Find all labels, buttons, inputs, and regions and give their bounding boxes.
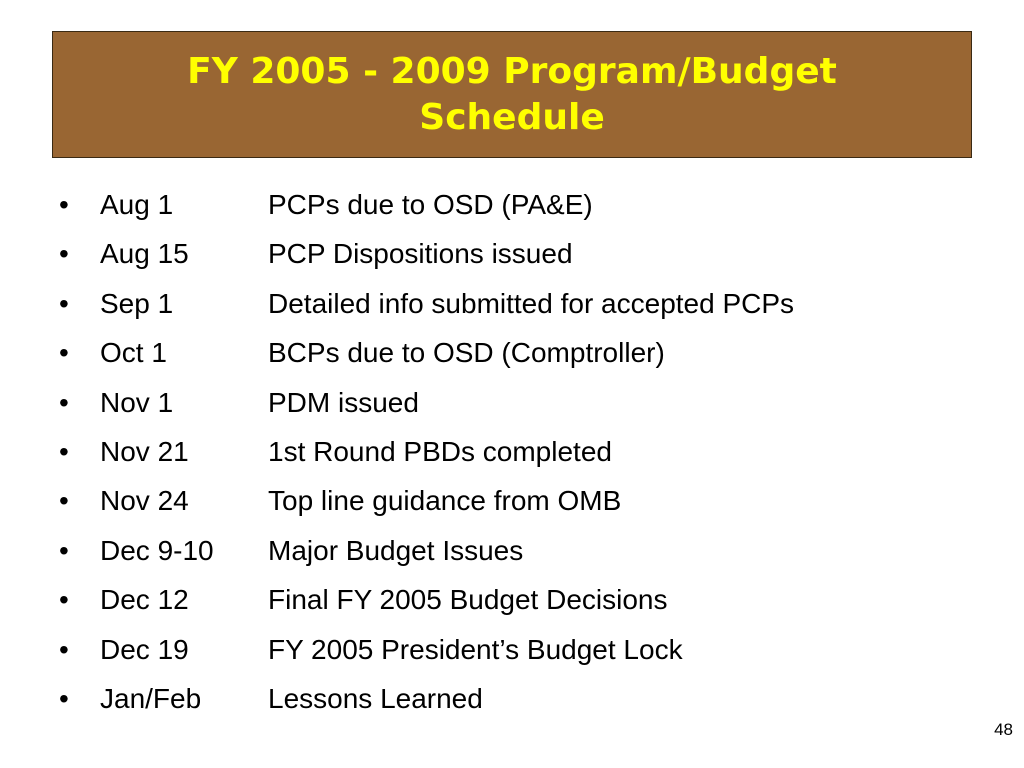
schedule-date: Sep 1 (100, 287, 174, 319)
schedule-date: Jan/Feb (100, 682, 202, 714)
schedule-event: 1st Round PBDs completed (268, 435, 612, 467)
slide-title-line-2: Schedule (419, 96, 605, 138)
schedule-date: Dec 19 (100, 633, 189, 665)
bullet-icon: • (59, 435, 69, 467)
schedule-date: Oct 1 (100, 337, 167, 369)
bullet-icon: • (59, 534, 69, 566)
schedule-event: Top line guidance from OMB (268, 485, 622, 517)
schedule-event: Major Budget Issues (268, 534, 524, 566)
schedule-date: Aug 1 (100, 189, 174, 220)
schedule-event: PCPs due to OSD (PA&E) (268, 189, 593, 220)
schedule-date: Nov 1 (100, 386, 174, 418)
schedule-date: Dec 9-10 (100, 534, 214, 566)
schedule-event: FY 2005 President’s Budget Lock (268, 633, 683, 665)
bullet-icon: • (59, 682, 69, 714)
bullet-icon: • (59, 584, 69, 616)
schedule-event: PCP Dispositions issued (268, 238, 573, 270)
schedule-date: Dec 12 (100, 584, 189, 616)
schedule-date: Aug 15 (100, 238, 189, 270)
bullet-icon: • (59, 337, 69, 369)
title-banner (52, 31, 972, 158)
schedule-event: Final FY 2005 Budget Decisions (268, 584, 668, 616)
bullet-icon: • (59, 386, 69, 418)
schedule-date: Nov 24 (100, 485, 189, 517)
bullet-icon: • (59, 485, 69, 517)
schedule-date: Nov 21 (100, 435, 189, 467)
bullet-icon: • (59, 238, 69, 270)
schedule-event: Lessons Learned (268, 682, 483, 714)
slide-title-line-1: FY 2005 - 2009 Program/Budget (187, 50, 837, 92)
schedule-event: Detailed info submitted for accepted PCPs (268, 287, 795, 319)
schedule-event: BCPs due to OSD (Comptroller) (268, 337, 665, 369)
schedule-event: PDM issued (268, 386, 419, 418)
page-number: 48 (994, 720, 1013, 739)
bullet-icon: • (59, 189, 69, 220)
bullet-icon: • (59, 287, 69, 319)
bullet-icon: • (59, 633, 69, 665)
